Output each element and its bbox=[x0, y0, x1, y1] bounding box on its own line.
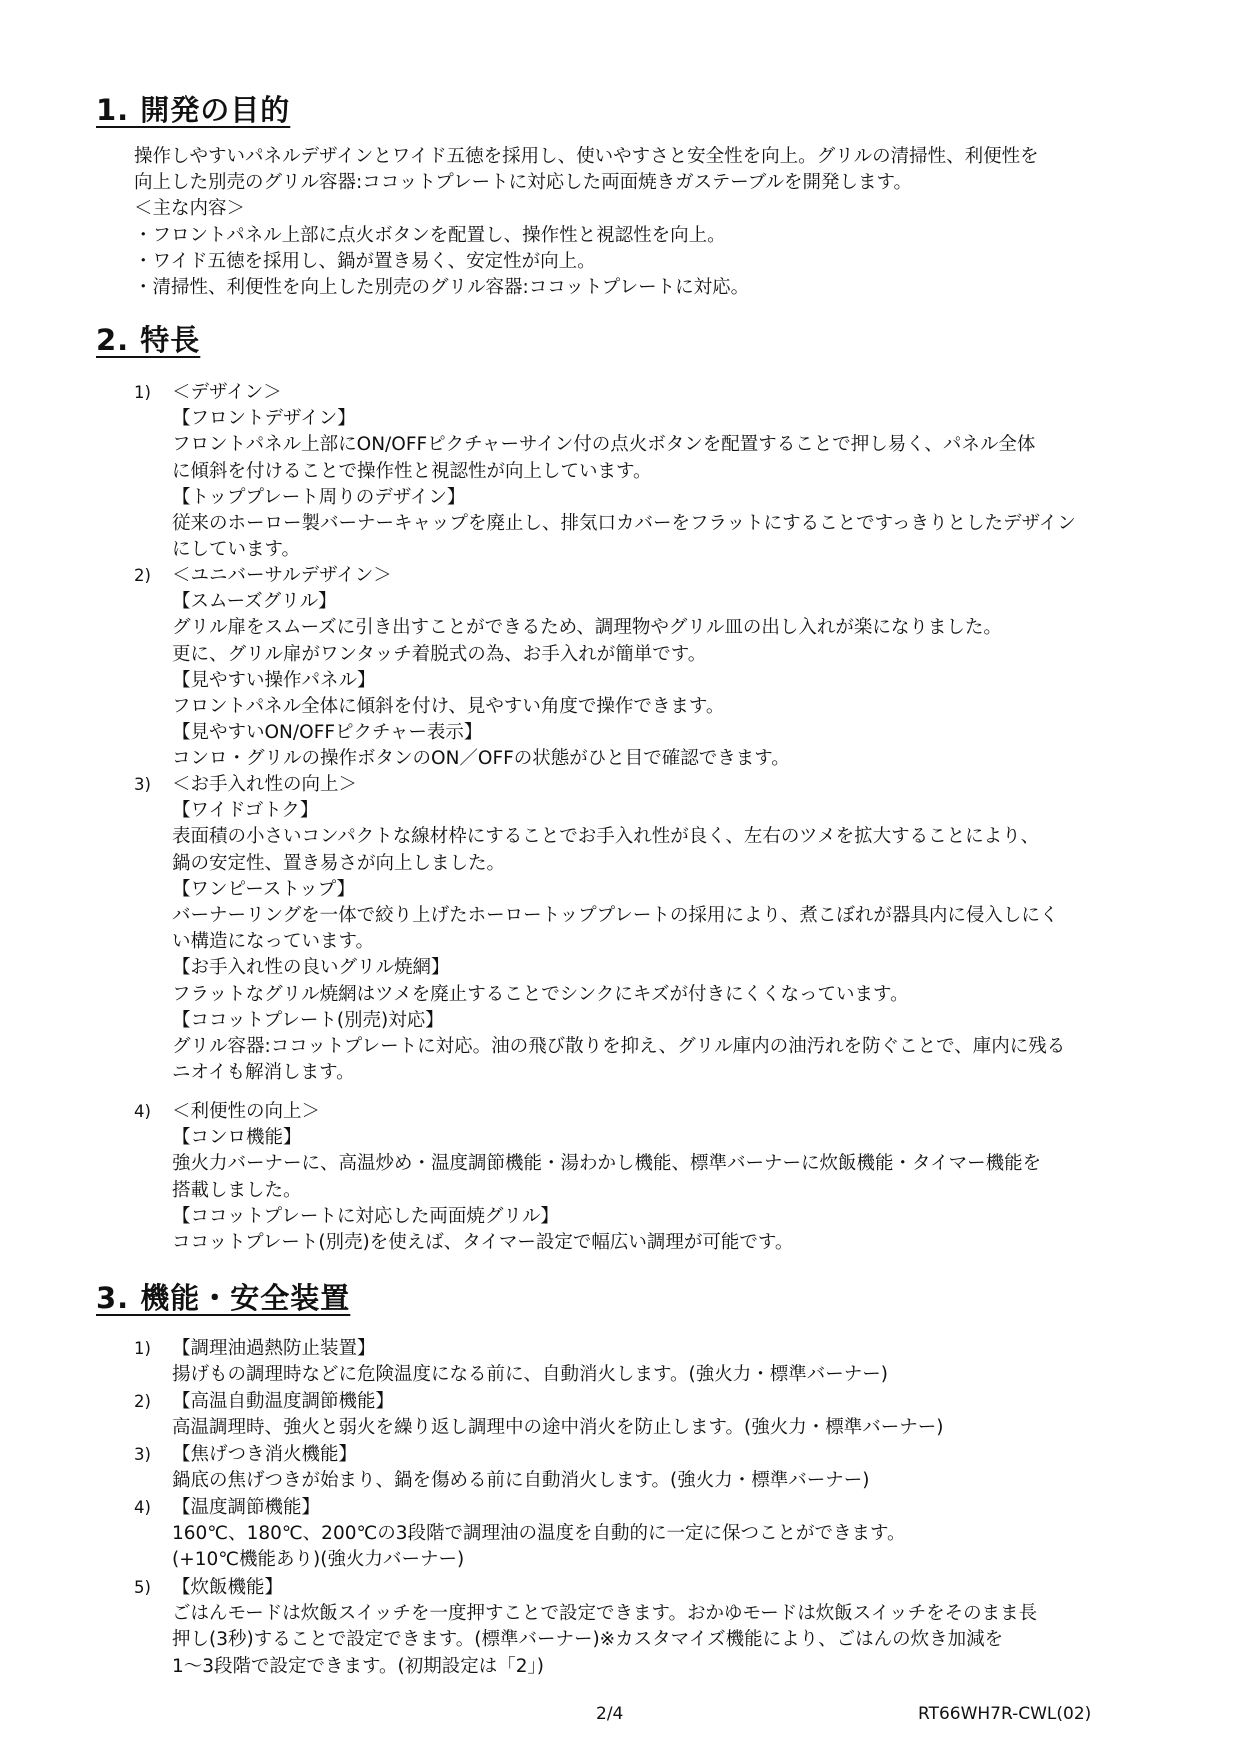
item-number: 4) bbox=[134, 1102, 151, 1121]
body-line: バーナーリングを一体で絞り上げたホーロートッププレートの採用により、煮こぼれが器具内に侵入しにく bbox=[172, 905, 1059, 927]
body-line: ・ワイド五徳を採用し、鍋が置き易く、安定性が向上。 bbox=[134, 250, 596, 272]
body-line: 1～3段階で設定できます。(初期設定は「2」) bbox=[172, 1655, 545, 1677]
body-line: (+10℃機能あり)(強火力バーナー) bbox=[172, 1549, 465, 1571]
body-line: 【炊飯機能】 bbox=[172, 1577, 284, 1598]
body-line: にしています。 bbox=[172, 539, 301, 561]
body-line: グリル容器:ココットプレートに対応。油の飛び散りを抑え、グリル庫内の油汚れを防ぐことで、庫内に残る bbox=[172, 1036, 1066, 1058]
section-2-heading: 2. 特長 bbox=[96, 323, 201, 357]
body-line: 更に、グリル扉がワンタッチ着脱式の為、お手入れが簡単です。 bbox=[172, 643, 707, 665]
page-number: 2/4 bbox=[596, 1704, 624, 1724]
body-line: 鍋の安定性、置き易さが向上しました。 bbox=[172, 852, 506, 874]
body-line: 160℃、180℃、200℃の3段階で調理油の温度を自動的に一定に保つことができます。 bbox=[172, 1523, 906, 1545]
body-line: に傾斜を付けることで操作性と視認性が向上しています。 bbox=[172, 460, 652, 482]
body-line: 【見やすいON/OFFピクチャー表示】 bbox=[172, 722, 483, 744]
feature-maintenance bbox=[172, 772, 1065, 1086]
body-line: 【コンロ機能】 bbox=[172, 1127, 302, 1149]
body-line: ＜主な内容＞ bbox=[134, 198, 246, 220]
body-line: い構造になっています。 bbox=[172, 931, 375, 953]
body-line: グリル扉をスムーズに引き出すことができるため、調理物やグリル皿の出し入れが楽になりました。 bbox=[172, 617, 1002, 639]
document-code: RT66WH7R-CWL(02) bbox=[918, 1704, 1092, 1724]
body-line: 【ココットプレート(別売)対応】 bbox=[172, 1009, 444, 1031]
body-line: 【フロントデザイン】 bbox=[172, 408, 356, 430]
body-line: 従来のホーロー製バーナーキャップを廃止し、排気口カバーをフラットにすることですっきりとしたデザイン bbox=[172, 513, 1076, 535]
body-line: 操作しやすいパネルデザインとワイド五徳を採用し、使いやすさと安全性を向上。グリルの清掃性、利便性を bbox=[134, 146, 1039, 167]
body-line: ＜利便性の向上＞ bbox=[172, 1101, 321, 1122]
body-line: フラットなグリル焼網はツメを廃止することでシンクにキズが付きにくくなっています。 bbox=[172, 983, 909, 1005]
body-line: 【トッププレート周りのデザイン】 bbox=[172, 486, 466, 508]
body-line: 強火力バーナーに、高温炒め・温度調節機能・湯わかし機能、標準バーナーに炊飯機能・タイマー機能を bbox=[172, 1153, 1042, 1175]
item-number: 2) bbox=[134, 566, 151, 585]
function-oil-overheat bbox=[172, 1336, 888, 1388]
body-line: 揚げもの調理時などに危険温度になる前に、自動消火します。(強火力・標準バーナー) bbox=[172, 1364, 888, 1386]
body-line: 【ココットプレートに対応した両面焼グリル】 bbox=[172, 1205, 559, 1227]
body-line: 押し(3秒)することで設定できます。(標準バーナー)※カスタマイズ機能により、ごはんの炊き加減を bbox=[172, 1629, 1004, 1651]
item-number: 3) bbox=[134, 1445, 151, 1464]
feature-design bbox=[172, 380, 1076, 563]
body-line: ＜お手入れ性の向上＞ bbox=[172, 774, 358, 795]
body-line: 【見やすい操作パネル】 bbox=[172, 669, 376, 691]
body-line: 【スムーズグリル】 bbox=[172, 591, 337, 613]
body-line: 【調理油過熱防止装置】 bbox=[172, 1338, 376, 1359]
body-line: ＜ユニバーサルデザイン＞ bbox=[172, 565, 392, 586]
body-line: 向上した別売のグリル容器:ココットプレートに対応した両面焼きガステーブルを開発します。 bbox=[134, 172, 913, 194]
feature-universal-design bbox=[172, 563, 1002, 773]
item-number: 3) bbox=[134, 775, 151, 794]
body-line: ごはんモードは炊飯スイッチを一度押すことで設定できます。おかゆモードは炊飯スイッチをそのまま長 bbox=[172, 1603, 1038, 1625]
feature-convenience bbox=[172, 1099, 1041, 1256]
body-line: 【焦げつき消火機能】 bbox=[172, 1444, 358, 1465]
body-line: フロントパネル上部にON/OFFピクチャーサイン付の点火ボタンを配置することで押し易く、パネル全体 bbox=[172, 434, 1036, 456]
section-1-body bbox=[134, 144, 1039, 301]
function-high-temp bbox=[172, 1389, 943, 1441]
body-line: ニオイも解消します。 bbox=[172, 1062, 355, 1084]
function-temp-control bbox=[172, 1495, 906, 1574]
section-1-heading: 1. 開発の目的 bbox=[96, 93, 291, 127]
body-line: 【高温自動温度調節機能】 bbox=[172, 1391, 395, 1412]
body-line: 【ワイドゴトク】 bbox=[172, 800, 319, 822]
body-line: フロントパネル全体に傾斜を付け、見やすい角度で操作できます。 bbox=[172, 696, 725, 718]
function-scorch bbox=[172, 1442, 869, 1494]
item-number: 2) bbox=[134, 1392, 151, 1411]
body-line: 【温度調節機能】 bbox=[172, 1497, 321, 1518]
body-line: 【お手入れ性の良いグリル焼網】 bbox=[172, 957, 450, 979]
body-line: ココットプレート(別売)を使えば、タイマー設定で幅広い調理が可能です。 bbox=[172, 1232, 794, 1254]
body-line: コンロ・グリルの操作ボタンのON／OFFの状態がひと目で確認できます。 bbox=[172, 748, 790, 770]
body-line: ・清掃性、利便性を向上した別売のグリル容器:ココットプレートに対応。 bbox=[134, 277, 750, 299]
body-line: 鍋底の焦げつきが始まり、鍋を傷める前に自動消火します。(強火力・標準バーナー) bbox=[172, 1470, 870, 1492]
body-line: 搭載しました。 bbox=[172, 1179, 302, 1201]
item-number: 1) bbox=[134, 1339, 151, 1358]
body-line: 高温調理時、強火と弱火を繰り返し調理中の途中消火を防止します。(強火力・標準バーナー) bbox=[172, 1417, 944, 1439]
item-number: 1) bbox=[134, 383, 151, 402]
section-3-heading: 3. 機能・安全装置 bbox=[96, 1281, 351, 1315]
body-line: ＜デザイン＞ bbox=[172, 382, 282, 403]
body-line: ・フロントパネル上部に点火ボタンを配置し、操作性と視認性を向上。 bbox=[134, 224, 726, 246]
item-number: 5) bbox=[134, 1578, 151, 1597]
function-rice-cooking bbox=[172, 1575, 1037, 1680]
item-number: 4) bbox=[134, 1498, 151, 1517]
body-line: 表面積の小さいコンパクトな線材枠にすることでお手入れ性が良く、左右のツメを拡大することにより、 bbox=[172, 826, 1040, 848]
body-line: 【ワンピーストップ】 bbox=[172, 878, 355, 900]
